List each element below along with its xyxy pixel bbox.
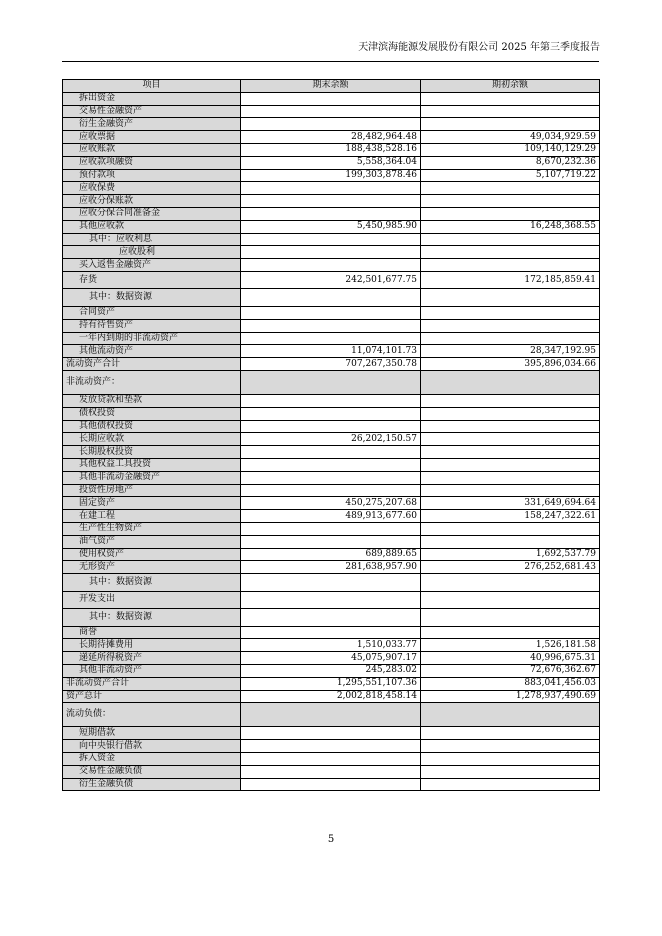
row-period-end-value: [241, 118, 421, 131]
row-period-start-value: [421, 259, 600, 272]
row-period-start-value: [421, 319, 600, 332]
row-item-label: 交易性金融资产: [63, 105, 241, 118]
row-period-end-value: [241, 522, 421, 535]
table-row: [63, 131, 600, 144]
row-item-label: 使用权资产: [63, 548, 241, 561]
row-period-start-value: [421, 752, 600, 765]
table-row: [63, 259, 600, 272]
row-period-start-value: 331,649,694.64: [421, 497, 600, 510]
row-period-start-value: [421, 306, 600, 319]
table-row: [63, 332, 600, 345]
table-row: [63, 169, 600, 182]
row-period-end-value: [241, 306, 421, 319]
row-period-end-value: [241, 182, 421, 195]
row-item-label: 衍生金融负债: [63, 778, 241, 791]
row-period-start-value: [421, 92, 600, 105]
row-period-end-value: [241, 765, 421, 778]
row-item-label: 应收保费: [63, 182, 241, 195]
row-item-label: 其中：数据资源: [63, 574, 241, 592]
table-row: [63, 345, 600, 358]
row-item-label: 长期待摊费用: [63, 639, 241, 652]
table-row: [63, 510, 600, 523]
table-row: [63, 703, 600, 727]
table-row: [63, 370, 600, 394]
row-period-start-value: [421, 703, 600, 727]
row-period-start-value: [421, 332, 600, 345]
row-item-label: 应收票据: [63, 131, 241, 144]
row-period-end-value: 281,638,957.90: [241, 561, 421, 574]
row-period-end-value: [241, 740, 421, 753]
row-period-end-value: [241, 259, 421, 272]
table-row: [63, 433, 600, 446]
row-period-end-value: 5,558,364.04: [241, 156, 421, 169]
row-period-start-value: 1,692,537.79: [421, 548, 600, 561]
row-item-label: 投资性房地产: [63, 484, 241, 497]
row-period-start-value: [421, 195, 600, 208]
row-item-label: 应收股利: [63, 246, 241, 259]
row-item-label: 应收分保合同准备金: [63, 207, 241, 220]
column-header-period-start: 期初余额: [421, 80, 600, 93]
row-period-end-value: [241, 703, 421, 727]
table-row: [63, 471, 600, 484]
table-row: [63, 207, 600, 220]
row-period-start-value: 158,247,322.61: [421, 510, 600, 523]
table-row: [63, 609, 600, 627]
row-period-end-value: [241, 332, 421, 345]
header-rule: [62, 61, 599, 62]
row-item-label: 其他应收款: [63, 220, 241, 233]
row-period-end-value: [241, 609, 421, 627]
report-header-title: 天津滨海能源发展股份有限公司 2025 年第三季度报告: [358, 42, 600, 53]
row-period-start-value: 395,896,034.66: [421, 358, 600, 371]
row-period-start-value: [421, 591, 600, 609]
row-period-end-value: [241, 471, 421, 484]
row-period-start-value: [421, 233, 600, 246]
table-row: [63, 639, 600, 652]
row-period-end-value: 5,450,985.90: [241, 220, 421, 233]
row-item-label: 应收账款: [63, 143, 241, 156]
row-period-end-value: [241, 195, 421, 208]
row-item-label: 债权投资: [63, 407, 241, 420]
row-period-end-value: 450,275,207.68: [241, 497, 421, 510]
row-item-label: 开发支出: [63, 591, 241, 609]
table-header-row: [63, 80, 600, 93]
row-period-start-value: 109,140,129.29: [421, 143, 600, 156]
row-period-start-value: [421, 246, 600, 259]
table-row: [63, 319, 600, 332]
table-row: [63, 195, 600, 208]
row-item-label: 一年内到期的非流动资产: [63, 332, 241, 345]
row-item-label: 存货: [63, 271, 241, 289]
row-item-label: 其他非流动资产: [63, 664, 241, 677]
row-period-start-value: [421, 118, 600, 131]
row-period-end-value: [241, 394, 421, 407]
row-period-end-value: [241, 752, 421, 765]
row-period-end-value: [241, 319, 421, 332]
table-row: [63, 246, 600, 259]
row-item-label: 非流动资产合计: [63, 677, 241, 690]
row-period-end-value: [241, 207, 421, 220]
row-item-label: 长期股权投资: [63, 446, 241, 459]
column-header-item: 项目: [63, 80, 241, 93]
table-row: [63, 289, 600, 307]
table-row: [63, 233, 600, 246]
table-row: [63, 752, 600, 765]
row-item-label: 其中：数据资源: [63, 609, 241, 627]
row-period-end-value: 28,482,964.48: [241, 131, 421, 144]
row-period-end-value: [241, 626, 421, 639]
row-period-start-value: [421, 778, 600, 791]
table-row: [63, 458, 600, 471]
row-period-start-value: [421, 446, 600, 459]
row-period-start-value: [421, 394, 600, 407]
row-item-label: 其中：应收利息: [63, 233, 241, 246]
table-row: [63, 358, 600, 371]
table-row: [63, 484, 600, 497]
row-period-end-value: 188,438,528.16: [241, 143, 421, 156]
column-header-period-end: 期末余额: [241, 80, 421, 93]
row-period-end-value: 245,283.02: [241, 664, 421, 677]
row-item-label: 其他非流动金融资产: [63, 471, 241, 484]
row-period-end-value: [241, 535, 421, 548]
row-period-end-value: [241, 727, 421, 740]
table-row: [63, 182, 600, 195]
row-period-start-value: [421, 765, 600, 778]
row-period-start-value: 172,185,859.41: [421, 271, 600, 289]
table-row: [63, 626, 600, 639]
row-period-end-value: 1,510,033.77: [241, 639, 421, 652]
row-item-label: 生产性生物资产: [63, 522, 241, 535]
row-period-start-value: [421, 609, 600, 627]
row-period-end-value: [241, 484, 421, 497]
row-item-label: 在建工程: [63, 510, 241, 523]
row-item-label: 持有待售资产: [63, 319, 241, 332]
row-period-start-value: [421, 740, 600, 753]
row-item-label: 向中央银行借款: [63, 740, 241, 753]
row-item-label: 拆出资金: [63, 92, 241, 105]
row-item-label: 交易性金融负债: [63, 765, 241, 778]
row-period-end-value: 242,501,677.75: [241, 271, 421, 289]
row-period-start-value: [421, 471, 600, 484]
row-period-end-value: [241, 446, 421, 459]
table-row: [63, 105, 600, 118]
table-row: [63, 118, 600, 131]
table-row: [63, 420, 600, 433]
table-row: [63, 664, 600, 677]
table-row: [63, 271, 600, 289]
row-period-end-value: 689,889.65: [241, 548, 421, 561]
row-period-start-value: [421, 522, 600, 535]
row-period-start-value: [421, 182, 600, 195]
row-period-start-value: [421, 535, 600, 548]
row-item-label: 固定资产: [63, 497, 241, 510]
table-row: [63, 92, 600, 105]
row-item-label: 其他权益工具投资: [63, 458, 241, 471]
row-item-label: 流动负债：: [63, 703, 241, 727]
row-period-start-value: [421, 289, 600, 307]
table-row: [63, 522, 600, 535]
row-period-end-value: 45,075,907.17: [241, 652, 421, 665]
row-period-start-value: 28,347,192.95: [421, 345, 600, 358]
table-row: [63, 652, 600, 665]
row-period-start-value: [421, 433, 600, 446]
row-period-start-value: [421, 574, 600, 592]
row-period-end-value: 11,074,101.73: [241, 345, 421, 358]
row-item-label: 商誉: [63, 626, 241, 639]
row-period-end-value: 199,303,878.46: [241, 169, 421, 182]
row-period-start-value: [421, 420, 600, 433]
row-item-label: 非流动资产：: [63, 370, 241, 394]
row-item-label: 应收分保账款: [63, 195, 241, 208]
row-period-start-value: [421, 105, 600, 118]
row-period-start-value: 16,248,368.55: [421, 220, 600, 233]
row-period-end-value: 489,913,677.60: [241, 510, 421, 523]
table-row: [63, 143, 600, 156]
row-item-label: 衍生金融资产: [63, 118, 241, 131]
table-row: [63, 407, 600, 420]
row-period-start-value: [421, 370, 600, 394]
table-row: [63, 306, 600, 319]
row-period-start-value: 49,034,929.59: [421, 131, 600, 144]
row-period-end-value: [241, 778, 421, 791]
row-period-end-value: 707,267,350.78: [241, 358, 421, 371]
row-item-label: 资产总计: [63, 690, 241, 703]
row-period-end-value: [241, 233, 421, 246]
row-item-label: 发放贷款和垫款: [63, 394, 241, 407]
row-item-label: 无形资产: [63, 561, 241, 574]
row-period-end-value: 26,202,150.57: [241, 433, 421, 446]
row-period-end-value: [241, 591, 421, 609]
table-row: [63, 548, 600, 561]
row-period-start-value: 1,278,937,490.69: [421, 690, 600, 703]
row-period-start-value: [421, 207, 600, 220]
table-row: [63, 220, 600, 233]
row-item-label: 长期应收款: [63, 433, 241, 446]
row-item-label: 其他流动资产: [63, 345, 241, 358]
table-row: [63, 778, 600, 791]
row-period-end-value: [241, 289, 421, 307]
row-item-label: 流动资产合计: [63, 358, 241, 371]
row-item-label: 其他债权投资: [63, 420, 241, 433]
table-row: [63, 727, 600, 740]
row-period-end-value: 1,295,551,107.36: [241, 677, 421, 690]
row-period-end-value: [241, 407, 421, 420]
table-row: [63, 765, 600, 778]
table-row: [63, 394, 600, 407]
row-period-start-value: [421, 484, 600, 497]
row-item-label: 合同资产: [63, 306, 241, 319]
balance-sheet-table: [62, 79, 600, 791]
row-period-start-value: 72,676,362.67: [421, 664, 600, 677]
row-period-end-value: [241, 92, 421, 105]
row-item-label: 短期借款: [63, 727, 241, 740]
table-row: [63, 156, 600, 169]
row-item-label: 油气资产: [63, 535, 241, 548]
row-period-start-value: [421, 626, 600, 639]
row-period-end-value: [241, 105, 421, 118]
row-item-label: 递延所得税资产: [63, 652, 241, 665]
row-period-end-value: [241, 574, 421, 592]
table-row: [63, 497, 600, 510]
row-period-start-value: 5,107,719.22: [421, 169, 600, 182]
table-row: [63, 740, 600, 753]
row-period-start-value: 8,670,232.36: [421, 156, 600, 169]
row-period-start-value: [421, 407, 600, 420]
row-period-end-value: [241, 370, 421, 394]
table-row: [63, 591, 600, 609]
row-item-label: 预付款项: [63, 169, 241, 182]
row-period-start-value: [421, 458, 600, 471]
row-item-label: 拆入资金: [63, 752, 241, 765]
row-period-start-value: 40,996,675.31: [421, 652, 600, 665]
table-row: [63, 561, 600, 574]
table-row: [63, 574, 600, 592]
row-period-end-value: [241, 246, 421, 259]
row-period-start-value: 883,041,456.03: [421, 677, 600, 690]
row-period-end-value: [241, 458, 421, 471]
table-row: [63, 677, 600, 690]
row-period-start-value: [421, 727, 600, 740]
row-item-label: 买入返售金融资产: [63, 259, 241, 272]
row-item-label: 应收款项融资: [63, 156, 241, 169]
table-row: [63, 446, 600, 459]
row-item-label: 其中：数据资源: [63, 289, 241, 307]
row-period-start-value: 1,526,181.58: [421, 639, 600, 652]
table-row: [63, 690, 600, 703]
row-period-end-value: [241, 420, 421, 433]
row-period-start-value: 276,252,681.43: [421, 561, 600, 574]
row-period-end-value: 2,002,818,458.14: [241, 690, 421, 703]
table-row: [63, 535, 600, 548]
page-number: 5: [327, 834, 335, 845]
